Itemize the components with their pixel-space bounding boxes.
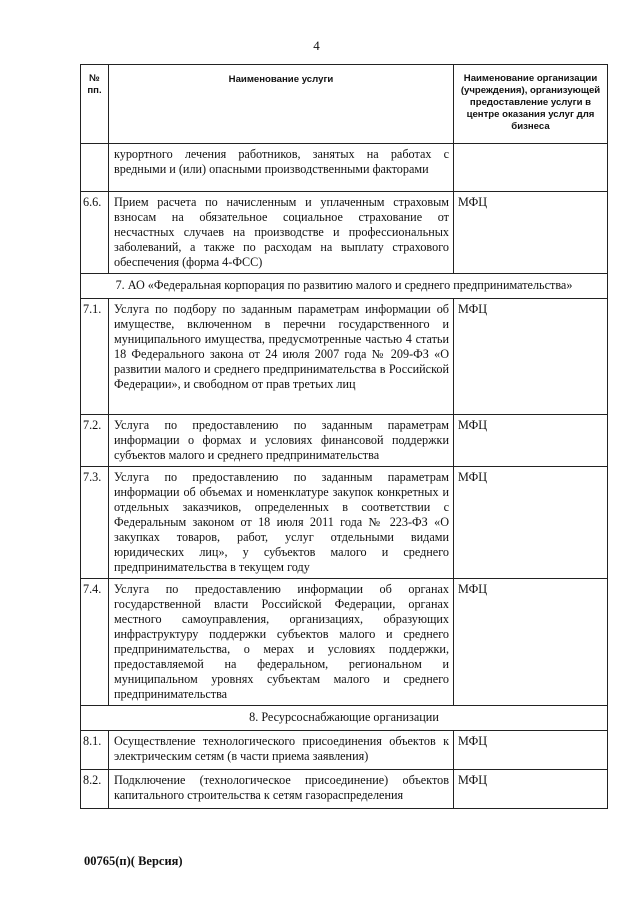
organization: МФЦ	[454, 770, 608, 809]
table-row	[81, 467, 608, 579]
section-heading: 7. АО «Федеральная корпорация по развитию малого и среднего предпринимательства»	[81, 274, 608, 299]
row-number: 6.6.	[81, 192, 109, 274]
header-organization: Наименование организации (учреждения), организующей предоставление услуги в центре оказания услуг для бизнеса	[454, 65, 608, 144]
table-row	[81, 415, 608, 467]
header-service-name: Наименование услуги	[109, 65, 454, 144]
section-row	[81, 274, 608, 299]
section-row	[81, 706, 608, 731]
row-number: 7.4.	[81, 579, 109, 706]
table-row	[81, 731, 608, 770]
organization: МФЦ	[454, 731, 608, 770]
row-number: 8.2.	[81, 770, 109, 809]
service-name: Подключение (технологическое присоединение) объектов капитального строительства к сетям газораспределения	[109, 770, 454, 809]
organization: МФЦ	[454, 299, 608, 415]
services-table	[80, 64, 608, 809]
organization: МФЦ	[454, 579, 608, 706]
service-name: курортного лечения работников, занятых на работах с вредными и (или) опасными производственными факторами	[109, 144, 454, 192]
service-name: Услуга по предоставлению информации об органах государственной власти Российской Федерации, органах местного самоуправления, организациях, образующих инфраструктуру поддержки субъектов малого и среднего предпринимательства, о мерах и условиях поддержки, предоставляемой на федеральном, региональном и муниципальном уровнях субъектам малого и среднего предпринимательства	[109, 579, 454, 706]
row-number: 7.1.	[81, 299, 109, 415]
organization: МФЦ	[454, 467, 608, 579]
row-number: 7.3.	[81, 467, 109, 579]
organization: МФЦ	[454, 192, 608, 274]
service-name: Услуга по предоставлению по заданным параметрам информации об объемах и номенклатуре закупок конкретных и отдельных заказчиков, определенных в соответствии с Федеральным законом от 18 июля 2011 года № 223-ФЗ «О закупках товаров, работ, услуг отдельными видами юридических лиц», у субъектов малого и среднего предпринимательства в текущем году	[109, 467, 454, 579]
service-name: Прием расчета по начисленным и уплаченным страховым взносам на обязательное социальное страхование от несчастных случаев на производстве и профессиональных заболеваний, а также по расходам на выплату страхового обеспечения (форма 4-ФСС)	[109, 192, 454, 274]
section-heading: 8. Ресурсоснабжающие организации	[81, 706, 608, 731]
table-row	[81, 299, 608, 415]
service-name: Осуществление технологического присоединения объектов к электрическим сетям (в части приема заявления)	[109, 731, 454, 770]
table-row	[81, 192, 608, 274]
table-row	[81, 144, 608, 192]
page-number: 4	[313, 38, 320, 53]
document-code-footer: 00765(п)( Версия)	[84, 854, 183, 868]
row-number: 8.1.	[81, 731, 109, 770]
service-name: Услуга по подбору по заданным параметрам информации об имуществе, включенном в перечни государственного и муниципального имущества, предусмотренные частью 4 статьи 18 Федерального закона от 24 июля 2007 года № 209-ФЗ «О развитии малого и среднего предпринимательства в Российской Федерации», и свободном от прав третьих лиц	[109, 299, 454, 415]
table-row	[81, 579, 608, 706]
table-row	[81, 770, 608, 809]
table-header-row	[81, 65, 608, 144]
row-number: 7.2.	[81, 415, 109, 467]
organization	[454, 144, 608, 192]
service-name: Услуга по предоставлению по заданным параметрам информации о формах и условиях финансовой поддержки субъектов малого и среднего предпринимательства	[109, 415, 454, 467]
header-number: № пп.	[81, 65, 109, 144]
organization: МФЦ	[454, 415, 608, 467]
row-number	[81, 144, 109, 192]
